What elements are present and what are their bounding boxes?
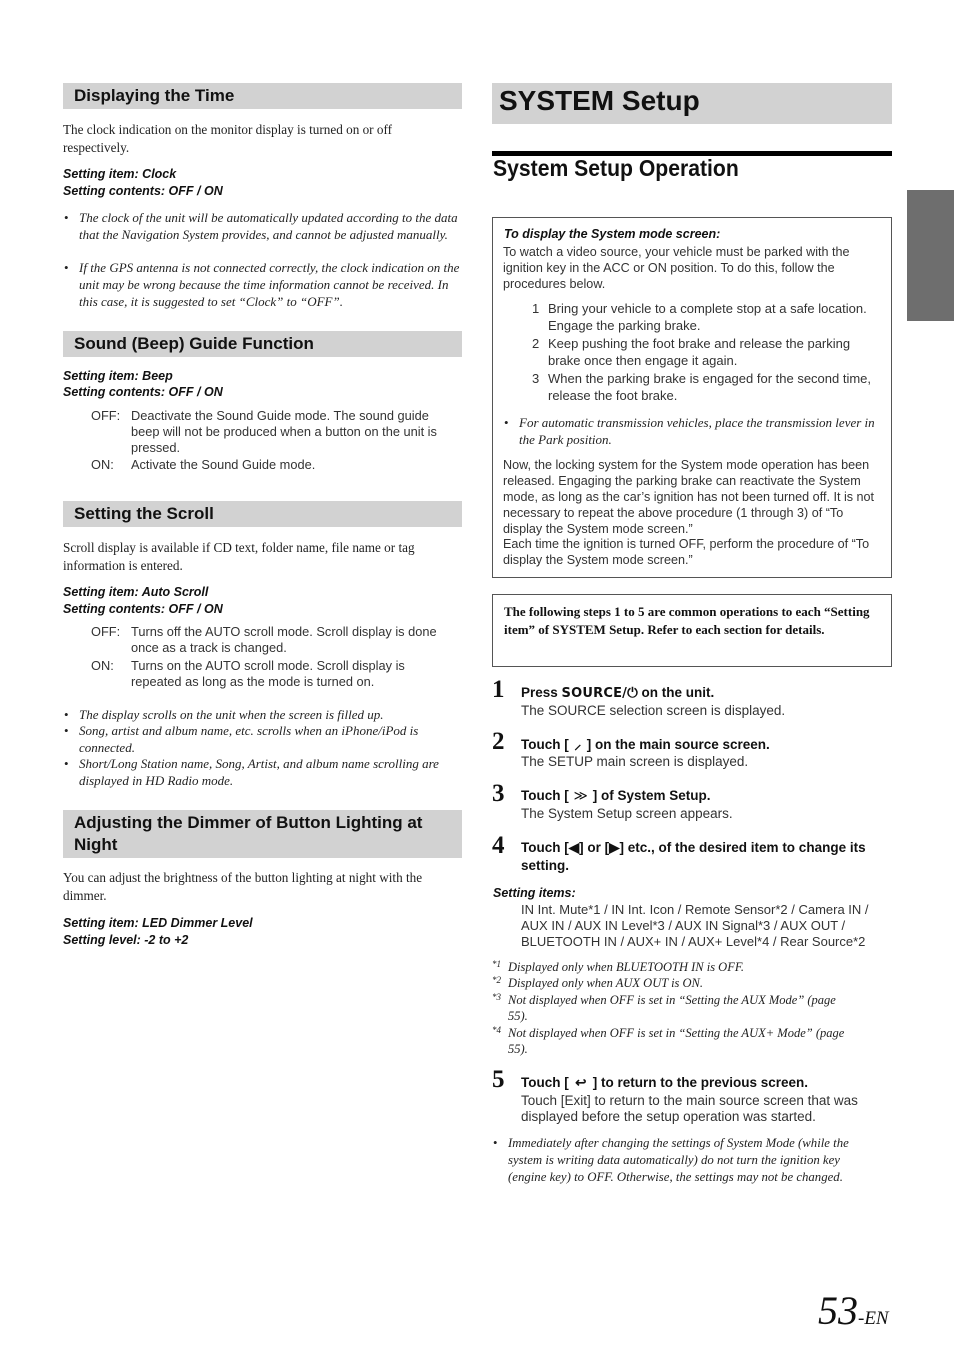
scroll-intro: Scroll display is available if CD text, folder name, file name or tag information is entered.: [63, 540, 415, 573]
system-mode-box-heading: To display the System mode screen:: [504, 227, 721, 241]
time-setting-item: Setting item: Clock: [63, 167, 177, 181]
section-heading-dimmer: Adjusting the Dimmer of Button Lighting at Night: [63, 810, 462, 858]
step-2-instruction: Touch [ ⸝ ] on the main source screen.: [521, 736, 770, 752]
scroll-bullet-1: • The display scrolls on the unit when the screen is filled up.: [64, 707, 384, 722]
final-caution-bullet: • Immediately after changing the settings of System Mode (while the system is writing data automatically) do not turn the ignition key (engine key) to OFF. Otherwise, the settings may not be changed.: [493, 1136, 849, 1184]
beep-setting-item: Setting item: Beep: [63, 369, 173, 383]
beep-off-option: OFF: Deactivate the Sound Guide mode. The sound guide beep will not be produced when a button on the unit is pressed.: [91, 408, 437, 455]
step-2-description: The SETUP main screen is displayed.: [521, 754, 749, 769]
page-number: 53-EN: [818, 1288, 889, 1333]
time-intro: The clock indication on the monitor display is turned on or off respectively.: [63, 122, 393, 155]
step-5-description: Touch [Exit] to return to the main source screen that was displayed before the setup operation was started.: [521, 1093, 858, 1124]
chapter-thumb-tab: [907, 190, 954, 321]
dimmer-intro: You can adjust the brightness of the button lighting at night with the dimmer.: [63, 870, 423, 903]
step-5-instruction: Touch [ ↩ ] to return to the previous screen.: [521, 1075, 809, 1090]
section-heading-time: Displaying the Time: [63, 83, 462, 109]
system-mode-step-2: 2 Keep pushing the foot brake and release the parking brake once then engage it again.: [532, 336, 851, 368]
right-arrow-icon: ▶: [609, 840, 620, 855]
setup-tool-icon: ⸝: [574, 736, 582, 752]
step-4-instruction: Touch [◀] or [▶] etc., of the desired item to change its setting.: [521, 840, 866, 873]
page-title: SYSTEM Setup: [499, 85, 700, 116]
left-arrow-icon: ◀: [568, 840, 580, 855]
step-3-instruction: Touch [ ≫ ] of System Setup.: [521, 788, 711, 803]
page-title-bar: [492, 83, 892, 124]
step-number-1: 1: [492, 676, 505, 703]
time-setting-contents: Setting contents: OFF / ON: [63, 184, 223, 198]
dimmer-setting-item: Setting item: LED Dimmer Level: [63, 916, 253, 930]
time-bullet-2: • If the GPS antenna is not connected correctly, the clock indication on the unit may be wrong because the time information cannot be received. In this case, it is suggested to set “Clock” to “OFF”.: [64, 260, 460, 309]
scroll-setting-contents: Setting contents: OFF / ON: [63, 602, 223, 616]
footnote-4: *4 Not displayed when OFF is set in “Setting the AUX+ Mode” (page 55).: [492, 1025, 845, 1056]
section-heading-beep: Sound (Beep) Guide Function: [63, 331, 462, 357]
footnote-2: *2 Displayed only when AUX OUT is ON.: [492, 975, 704, 990]
beep-setting-contents: Setting contents: OFF / ON: [63, 385, 223, 399]
scroll-bullet-3: • Short/Long Station name, Song, Artist, and album name scrolling are displayed in HD Radio mode.: [64, 756, 439, 788]
setting-items-label: Setting items:: [493, 886, 576, 900]
step-number-4: 4: [492, 832, 505, 859]
step-number-5: 5: [492, 1066, 505, 1093]
setting-items-list: IN Int. Mute*1 / IN Int. Icon / Remote Sensor*2 / Camera IN / AUX IN / AUX IN Level*3 / AUX IN Signal*3 / AUX OUT / BLUETOOTH IN / AUX+ IN / AUX+ Level*4 / Rear Source*2: [521, 902, 869, 949]
step-number-3: 3: [492, 780, 505, 807]
common-steps-text: The following steps 1 to 5 are common operations to each “Setting item” of SYSTEM Setup. Refer to each section for details.: [504, 604, 870, 637]
system-mode-bullet: • For automatic transmission vehicles, place the transmission lever in the Park position.: [504, 415, 875, 447]
footnote-3: *3 Not displayed when OFF is set in “Setting the AUX Mode” (page 55).: [492, 992, 836, 1023]
scroll-off-option: OFF: Turns off the AUTO scroll mode. Scroll display is done once as a track is changed.: [91, 624, 437, 655]
forward-arrow-icon: ≫: [573, 788, 588, 803]
time-bullet-1: • The clock of the unit will be automatically updated according to the data that the Navigation System provides, and cannot be adjusted manually.: [64, 210, 458, 242]
system-mode-step-3: 3 When the parking brake is engaged for the second time, release the foot brake.: [532, 371, 872, 403]
section-subtitle: System Setup Operation: [493, 155, 739, 181]
beep-on-option: ON: Activate the Sound Guide mode.: [91, 457, 316, 472]
system-mode-para-1: Now, the locking system for the System mode operation has been released. Engaging the parking brake can reactivate the System mode, as long as the car’s ignition has not been turned off. It is not necessary to repeat the above procedure (1 through 3) of “To display the System mode screen.”: [503, 458, 875, 536]
dimmer-setting-level: Setting level: -2 to +2: [63, 933, 189, 947]
scroll-setting-item: Setting item: Auto Scroll: [63, 585, 209, 599]
step-1-instruction: Press SOURCE/⏻ on the unit.: [521, 685, 715, 701]
step-number-2: 2: [492, 728, 505, 755]
footnote-1: *1 Displayed only when BLUETOOTH IN is OFF.: [492, 959, 744, 974]
section-heading-scroll: Setting the Scroll: [63, 501, 462, 527]
scroll-bullet-2: • Song, artist and album name, etc. scrolls when an iPhone/iPod is connected.: [64, 723, 419, 755]
power-icon: ⏻: [627, 685, 638, 700]
system-mode-box-intro: To watch a video source, your vehicle must be parked with the ignition key in the ACC or ON position. To do this, follow the procedures below.: [503, 245, 850, 291]
system-mode-step-1: 1 Bring your vehicle to a complete stop at a safe location. Engage the parking brake.: [532, 301, 867, 333]
step-1-description: The SOURCE selection screen is displayed.: [521, 703, 786, 718]
step-3-description: The System Setup screen appears.: [521, 806, 733, 821]
system-mode-para-2: Each time the ignition is turned OFF, perform the procedure of “To display the System mode screen.”: [503, 537, 870, 567]
back-return-icon: ↩: [575, 1075, 587, 1090]
scroll-on-option: ON: Turns on the AUTO scroll mode. Scroll display is repeated as long as the mode is turned on.: [91, 658, 405, 689]
